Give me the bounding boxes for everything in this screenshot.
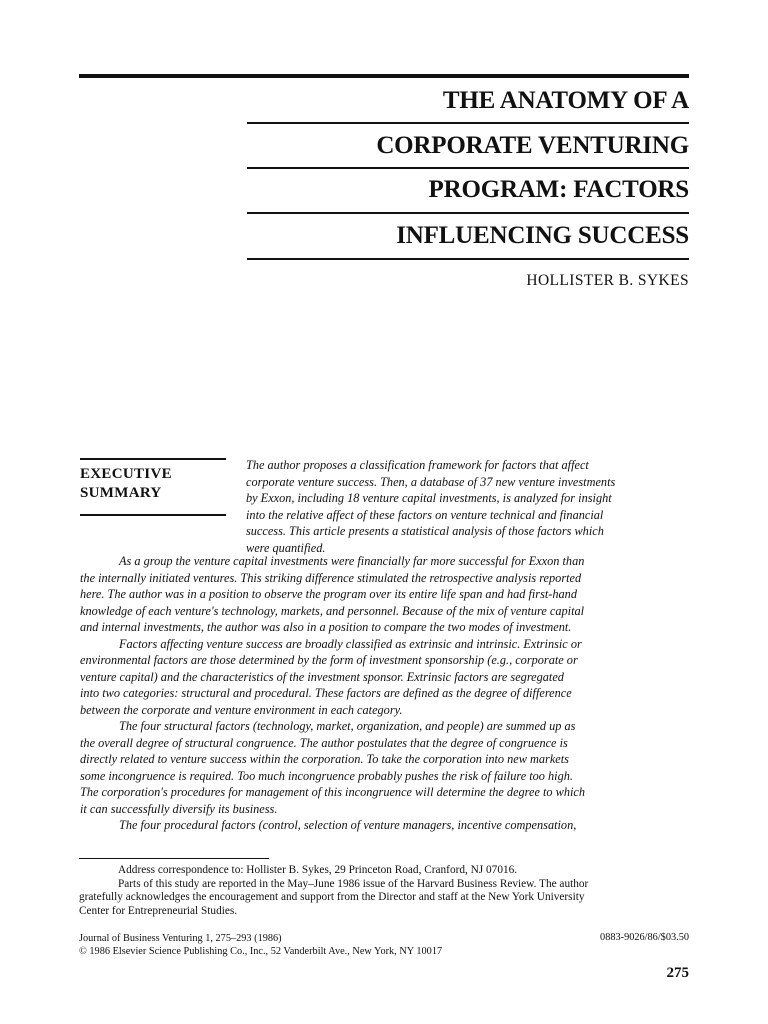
- top-heavy-rule: [79, 74, 689, 78]
- footnote: [79, 864, 691, 918]
- title-rule-3: [247, 212, 689, 214]
- exec-label-line-2: SUMMARY: [80, 485, 162, 501]
- body-line: environmental factors are those determined by the form of investment sponsorship (e.g., corporate or: [80, 653, 578, 667]
- body-line: the overall degree of structural congruence. The author postulates that the degree of congruence is: [80, 735, 568, 750]
- body-line: knowledge of each venture's technology, markets, and personnel. Because of the mix of venture capital: [80, 603, 585, 618]
- body-line: Factors affecting venture success are broadly classified as extrinsic and intrinsic. Extrinsic or: [119, 636, 582, 651]
- title-line-1: THE ANATOMY OF A: [442, 87, 689, 114]
- body-line: between the corporate and venture environment in each category.: [80, 702, 403, 717]
- body-line: venture capital) and the characteristics of the investment sponsor. Extrinsic factors are segregated: [80, 669, 564, 684]
- summary-line: were quantified.: [246, 540, 326, 555]
- body-line: The four procedural factors (control, selection of venture managers, incentive compensation,: [119, 818, 577, 832]
- body-line: and internal investments, the author was also in a position to compare the two modes of investment.: [80, 620, 572, 634]
- page-number: 275: [666, 965, 689, 981]
- copyright-line: © 1986 Elsevier Science Publishing Co., Inc., 52 Vanderbilt Ave., New York, NY 10017: [79, 946, 443, 957]
- footnote-line: Address correspondence to: Hollister B. Sykes, 29 Princeton Road, Cranford, NJ 07016.: [118, 864, 518, 876]
- summary-line: corporate venture success. Then, a database of 37 new venture investments: [246, 474, 616, 489]
- body-line: into two categories: structural and procedural. These factors are defined as the degree of difference: [80, 686, 572, 700]
- body-line: The four structural factors (technology, market, organization, and people) are summed up as: [119, 719, 576, 733]
- author-name: HOLLISTER B. SYKES: [526, 272, 689, 289]
- summary-line: into the relative affect of these factors on venture technical and financial: [246, 507, 604, 522]
- summary-line: by Exxon, including 18 venture capital investments, is analyzed for insight: [246, 491, 612, 505]
- title-rule-2: [247, 167, 689, 169]
- exec-summary-top-rule: [80, 458, 226, 460]
- executive-summary-label: [80, 465, 172, 503]
- issn-code: 0883-9026/86/$03.50: [600, 932, 689, 943]
- footnote-line: gratefully acknowledges the encouragement and support from the Director and staff at the New York University: [79, 891, 585, 903]
- summary-line: success. This article presents a statistical analysis of those factors which: [246, 524, 604, 538]
- journal-citation: [79, 932, 442, 958]
- body-line: here. The author was in a position to observe the program over its entire life span and had first-hand: [80, 587, 577, 601]
- journal-line: Journal of Business Venturing 1, 275–293 (1986): [79, 933, 282, 944]
- body-line: the internally initiated ventures. This striking difference stimulated the retrospective analysis reported: [80, 570, 582, 585]
- title-rule-4: [247, 258, 689, 260]
- summary-lead-paragraph: [246, 457, 688, 556]
- body-line: directly related to venture success within the corporation. To take the corporation into new markets: [80, 752, 569, 766]
- title-rule-1: [247, 122, 689, 124]
- body-line: it can successfully diversify its business.: [80, 801, 278, 816]
- summary-line: The author proposes a classification framework for factors that affect: [246, 458, 589, 472]
- exec-label-line-1: EXECUTIVE: [80, 466, 172, 482]
- title-line-3: PROGRAM: FACTORS: [428, 176, 689, 203]
- footnote-line: Parts of this study are reported in the May–June 1986 issue of the Harvard Business Review. The author: [118, 877, 589, 890]
- body-line: The corporation's procedures for management of this incongruence will determine the degree to which: [80, 785, 586, 799]
- body-line: As a group the venture capital investments were financially far more successful for Exxon than: [119, 554, 585, 568]
- footnote-rule: [79, 858, 269, 859]
- exec-summary-bottom-rule: [80, 514, 226, 516]
- title-line-4: INFLUENCING SUCCESS: [396, 222, 689, 249]
- footnote-line: Center for Entrepreneurial Studies.: [79, 904, 238, 917]
- body-line: some incongruence is required. Too much incongruence probably pushes the risk of failure too high.: [80, 768, 573, 783]
- summary-body: [80, 553, 688, 834]
- title-line-2: CORPORATE VENTURING: [376, 132, 689, 159]
